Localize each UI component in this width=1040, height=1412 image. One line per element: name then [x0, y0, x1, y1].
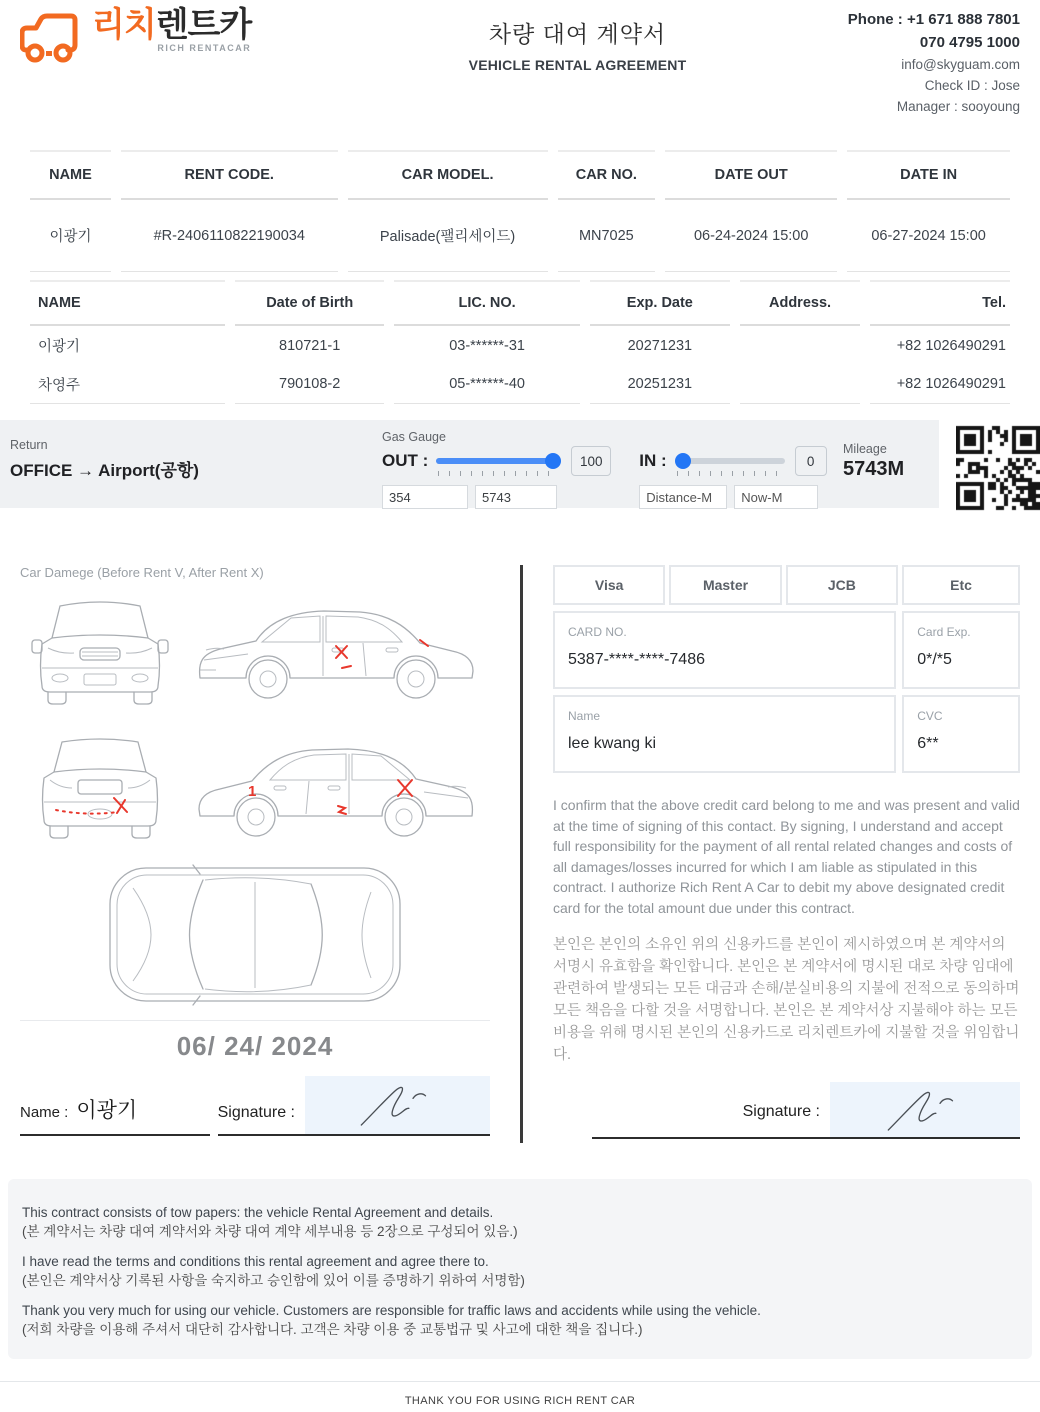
- page-title-kr: 차량 대여 계약서: [488, 21, 667, 47]
- note-kr: (저희 차량을 이용해 주셔서 대단히 감사합니다. 고객은 차량 이용 중 교통법규 및 사고에 대한 책을 집니다.): [22, 1322, 643, 1337]
- in-label: IN :: [639, 451, 667, 470]
- right-signature-row: [592, 1082, 1020, 1139]
- out-label: OUT :: [382, 451, 429, 470]
- note-en: This contract consists of tow papers: the vehicle Rental Agreement and details.: [22, 1205, 494, 1220]
- tab-visa[interactable]: Visa: [553, 565, 665, 605]
- divider: [20, 1020, 490, 1021]
- note-kr: (본 계약서는 차량 대여 계약서와 차량 대여 계약 세부내용 등 2장으로 구성되어 있음.): [22, 1224, 518, 1239]
- mileage-value: 5743M: [843, 458, 905, 480]
- signature-image: [850, 1085, 1000, 1135]
- gas-out-column: [382, 446, 611, 509]
- damage-date: 06/ 24/ 2024: [176, 1031, 334, 1061]
- slider-fill: [436, 458, 554, 464]
- table-row: [30, 200, 1010, 272]
- card-holder-value: lee kwang ki: [568, 735, 657, 752]
- signature-pad[interactable]: [305, 1076, 490, 1134]
- driver-table: [20, 280, 1020, 404]
- table-row: [30, 365, 1010, 404]
- cvc-value: 6**: [917, 735, 939, 752]
- car-no: MN7025: [558, 200, 656, 272]
- car-front-view: [26, 590, 174, 718]
- date-in: 06-27-2024 15:00: [847, 200, 1010, 272]
- signature-label: Signature :: [217, 1104, 295, 1121]
- return-block: [10, 430, 382, 508]
- signature-image: [323, 1080, 473, 1130]
- renter-name: 이광기: [30, 200, 111, 272]
- rental-table: [20, 150, 1020, 272]
- note-item: [22, 1203, 1018, 1241]
- footer-notes: [8, 1179, 1032, 1359]
- name-label: Name :: [20, 1104, 69, 1121]
- mileage-block: [843, 430, 904, 508]
- gas-out-value[interactable]: 100: [571, 446, 611, 476]
- bottom-text: THANK YOU FOR USING RICH RENT CAR: [404, 1395, 636, 1407]
- slider-thumb[interactable]: [545, 453, 561, 469]
- col-car-model: CAR MODEL.: [348, 150, 548, 200]
- note-en: I have read the terms and conditions this rental agreement and agree there to.: [22, 1254, 489, 1269]
- col-tel: Tel.: [870, 280, 1010, 326]
- note-kr: (본인은 계약서상 기록된 사항을 숙지하고 승인함에 있어 이를 증명하기 위하여 서명함): [22, 1273, 525, 1288]
- left-signature-row: [20, 1076, 490, 1136]
- card-holder-field[interactable]: [553, 695, 896, 773]
- car-top-view: [105, 860, 405, 1010]
- driver-tel: +82 1026490291: [896, 337, 1006, 354]
- driver-address: [740, 326, 861, 365]
- col-rent-code: RENT CODE.: [121, 150, 338, 200]
- brand-logo: [20, 8, 350, 150]
- col-date-in: DATE IN: [847, 150, 1010, 200]
- email: info@skyguam.com: [901, 57, 1020, 72]
- slider-thumb[interactable]: [675, 453, 691, 469]
- table-row: [30, 326, 1010, 365]
- gauge-section: [0, 420, 1040, 519]
- page-title-en: VEHICLE RENTAL AGREEMENT: [468, 57, 687, 73]
- tab-jcb[interactable]: JCB: [786, 565, 898, 605]
- now-mileage-input[interactable]: [734, 485, 818, 509]
- slider-track[interactable]: [675, 458, 785, 464]
- col-name: NAME: [30, 280, 225, 326]
- car-rear-view: [26, 728, 174, 848]
- signature-field: [218, 1076, 490, 1136]
- driver-lic: 05-******-40: [394, 365, 580, 404]
- card-no-value: 5387-****-****-7486: [568, 651, 705, 668]
- rent-code: #R-2406110822190034: [121, 200, 338, 272]
- driver-address: [740, 365, 861, 404]
- name-value: 이광기: [76, 1099, 138, 1122]
- name-field: [20, 1094, 210, 1136]
- tab-etc[interactable]: Etc: [902, 565, 1020, 605]
- col-date-out: DATE OUT: [665, 150, 837, 200]
- col-address: Address.: [740, 280, 861, 326]
- bottom-bar: [0, 1381, 1040, 1407]
- card-type-tabs: [553, 565, 1020, 605]
- main-section: [20, 565, 1020, 1153]
- slider-ticks: [677, 471, 783, 476]
- truck-logo-icon: [20, 12, 86, 64]
- driver-tel: +82 1026490291: [870, 365, 1010, 404]
- confirmation-text-en: I confirm that the above credit card belong to me and was present and valid at the time of signing of this contact. By signing, I understand and accept full responsibility for the payment of all rental related changes and costs of all damages/losses incurred for which I am liable as stipulated in this contract. I authorize Rich Rent A Car to debit my above designated credit card for the total amount due under this contract.: [553, 797, 1020, 916]
- credit-card-section: [523, 565, 1020, 1153]
- qr-code: [956, 422, 1040, 514]
- col-dob: Date of Birth: [235, 280, 384, 326]
- date-out: 06-24-2024 15:00: [665, 200, 837, 272]
- slider-ticks: [438, 471, 559, 476]
- driver-header-row: [30, 280, 1010, 326]
- driver-exp: 20271231: [627, 337, 693, 354]
- out-mileage-now-input[interactable]: [475, 485, 557, 509]
- signature-pad[interactable]: [830, 1082, 1020, 1137]
- gas-in-slider[interactable]: [675, 453, 785, 469]
- driver-name: 차영주: [30, 365, 225, 404]
- gas-out-slider[interactable]: [436, 453, 561, 469]
- car-side-view-left: [190, 590, 482, 718]
- card-no-label: CARD NO.: [568, 625, 627, 639]
- title-block: [350, 8, 805, 150]
- card-exp-value: 0*/*5: [917, 651, 952, 668]
- tab-master[interactable]: Master: [669, 565, 781, 605]
- contact-info: [805, 8, 1020, 150]
- gas-gauge-label: Gas Gauge: [382, 430, 446, 444]
- card-exp-field[interactable]: [902, 611, 1020, 689]
- col-name: NAME: [30, 150, 111, 200]
- note-en: Thank you very much for using our vehicle. Customers are responsible for traffic laws and accidents while using the vehicle.: [22, 1303, 761, 1318]
- return-route: OFFICE → Airport(공항): [10, 461, 199, 480]
- logo-subtitle: RICH RENTACAR: [157, 43, 252, 53]
- phone-line-1: Phone : +1 671 888 7801: [847, 11, 1020, 28]
- rental-header-row: [30, 150, 1010, 200]
- driver-lic: 03-******-31: [449, 337, 525, 354]
- car-damage-section: [20, 565, 490, 1153]
- distance-input[interactable]: [639, 485, 727, 509]
- note-item: [22, 1301, 1018, 1339]
- card-exp-label: Card Exp.: [917, 625, 971, 639]
- gas-in-value[interactable]: 0: [795, 446, 827, 476]
- cvc-field[interactable]: [902, 695, 1020, 773]
- logo-kr-orange: 리치: [92, 6, 156, 44]
- signature-label: Signature :: [742, 1103, 820, 1120]
- damage-mark-1: 1: [248, 783, 257, 800]
- confirmation-text-kr: 본인은 본인의 소유인 위의 신용카드를 본인이 제시하였으며 본 계약서의 서명시 유효함을 확인합니다. 본인은 본 계약서에 명시된 대로 차량 임대에 관련하여 발생되는 모든 대금과 손해/분실비용의 지불에 전적으로 동의하며 모든 책음을 다할 것을 서명합니다. 본인은 본 계약서상 지불해야 하는 모든 비용을 위해 명시된 본인의 신용카드로 리치렌트카에 지불할 것을 위임합니다.: [553, 937, 1020, 1063]
- mileage-label: Mileage: [843, 442, 887, 456]
- logo-text: [92, 8, 251, 53]
- driver-dob: 790108-2: [235, 365, 384, 404]
- driver-dob: 810721-1: [279, 337, 341, 354]
- col-lic-no: LIC. NO.: [394, 280, 580, 326]
- card-no-field[interactable]: [553, 611, 896, 689]
- col-car-no: CAR NO.: [558, 150, 656, 200]
- car-damage-label: Car Damege (Before Rent V, After Rent X): [20, 565, 264, 580]
- col-exp-date: Exp. Date: [590, 280, 730, 326]
- gas-gauge-block: [382, 430, 827, 508]
- header: [0, 0, 1040, 150]
- gauge-bar: [0, 420, 939, 508]
- manager: Manager : sooyoung: [896, 99, 1020, 114]
- car-side-view-right: [190, 728, 482, 856]
- cvc-label: CVC: [917, 709, 943, 723]
- check-id: Check ID : Jose: [924, 78, 1020, 93]
- phone-line-2: 070 4795 1000: [919, 34, 1020, 51]
- out-mileage-start-input[interactable]: [382, 485, 468, 509]
- return-label: Return: [10, 438, 48, 452]
- note-item: [22, 1252, 1018, 1290]
- gas-in-column: [639, 446, 826, 509]
- driver-name: 이광기: [38, 339, 81, 355]
- card-holder-label: Name: [568, 709, 601, 723]
- car-model: Palisade(팰리세이드): [348, 200, 548, 272]
- driver-exp: 20251231: [590, 365, 730, 404]
- logo-kr-dark: 렌트카: [155, 6, 252, 44]
